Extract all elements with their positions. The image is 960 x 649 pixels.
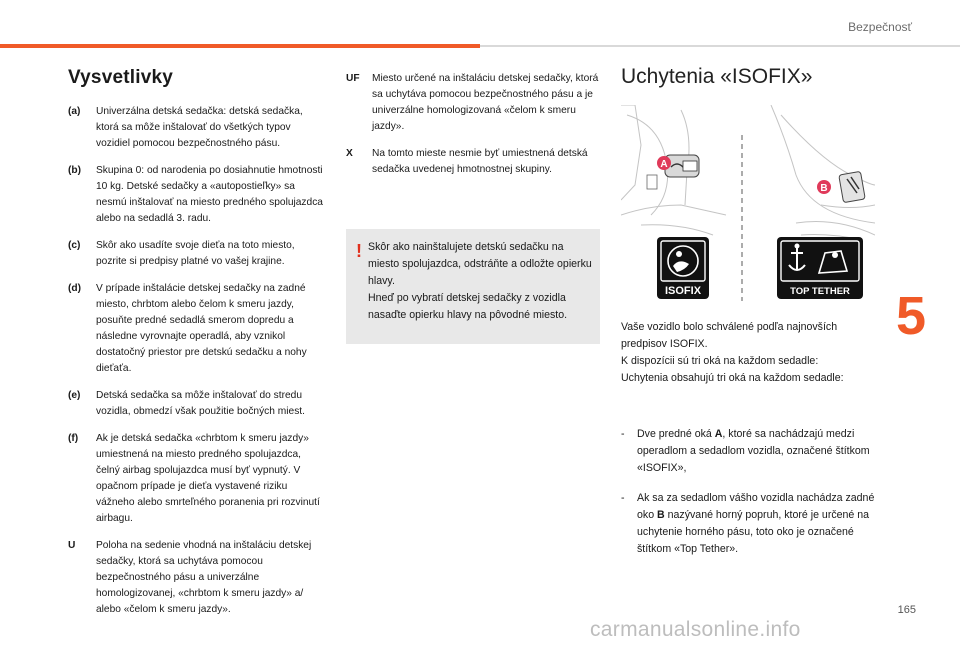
legend-text: Ak je detská sedačka «chrbtom k smeru jazdy» umiestnená na miesto predného spolujazdca, čelný airbag spolujazdca musí byť vypnutý. V opačnom prípade je dieťa vystavené riziku vážneho alebo smrteľného poranenia pri rozvinutí airbagu. xyxy=(96,433,320,524)
exclamation-icon: ! xyxy=(356,241,362,261)
legend-heading: Vysvetlivky xyxy=(68,67,174,88)
list-item-emphasis: A xyxy=(714,428,723,440)
legend-text: V prípade inštalácie detskej sedačky na zadné miesto, chrbtom alebo čelom k smeru jazdy, posuňte predné sedadlá smerom dopredu a následne vyrovnajte operadlá, aby vznikol dostatočný priestor pre detskú sedačku a nohy dieťaťa. xyxy=(96,283,307,374)
isofix-illustration xyxy=(621,105,875,301)
header-accent-bar xyxy=(0,44,480,48)
legend-key: UF xyxy=(346,73,360,84)
marker-b-label: B xyxy=(820,183,828,194)
legend-text: Na tomto mieste nesmie byť umiestnená detská sedačka uvedenej hmotnostnej skupiny. xyxy=(372,148,588,175)
marker-a-label: A xyxy=(660,159,668,170)
list-item-text-part: nazývané horný popruh, ktoré je určené na uchytenie horného pásu, toto oko je označené štítkom «Top Tether». xyxy=(637,509,870,555)
legend-entry xyxy=(68,104,326,152)
legend-entry xyxy=(68,281,326,377)
list-dash: - xyxy=(621,492,625,504)
anchor-b-hardware xyxy=(839,171,866,202)
anchor-a-hardware xyxy=(647,155,699,189)
chapter-number: 5 xyxy=(895,286,927,346)
legend-key: (d) xyxy=(68,283,82,294)
list-item xyxy=(621,426,877,477)
list-item-text xyxy=(637,490,877,558)
warning-text: Skôr ako nainštalujete detskú sedačku na miesto spolujazdca, odstráňte a odložte opierku hlavy. Hneď po vybratí detskej sedačky z vozidla nasaďte opierku hlavy na pôvodné miesto. xyxy=(368,241,592,321)
legend-list-continued xyxy=(346,71,600,189)
list-item-text-part: , ktoré sa nachádzajú medzi operadlom a sedadlom vozidla, označené štítkom «ISOFIX», xyxy=(637,428,870,474)
list-item-text xyxy=(637,426,877,477)
legend-text: Miesto určené na inštaláciu detskej sedačky, ktorá sa uchytáva pomocou bezpečnostného pásu a je univerzálne homologizovaná «čelom k smeru jazdy». xyxy=(372,73,599,132)
isofix-heading: Uchytenia «ISOFIX» xyxy=(621,65,813,88)
legend-key: (a) xyxy=(68,106,81,117)
legend-entry xyxy=(68,238,326,270)
page-number: 165 xyxy=(897,604,916,616)
legend-entry xyxy=(68,163,326,227)
legend-text: Skupina 0: od narodenia po dosiahnutie hmotnosti 10 kg. Detské sedačky a «autopostieľky» sa nesmú inštalovať na miesto predného spolujazdca alebo na sedadlá 3. radu. xyxy=(96,165,323,224)
legend-text: Poloha na sedenie vhodná na inštaláciu detskej sedačky, ktorá sa uchytáva pomocou bezpečnostného pásu a univerzálne homologizovanej, «chrbtom k smeru jazdy» a/ alebo «čelom k smeru jazdy». xyxy=(96,540,312,615)
legend-text: Skôr ako usadíte svoje dieťa na toto miesto, pozrite si predpisy platné vo vašej krajine. xyxy=(96,240,295,267)
legend-entry xyxy=(346,146,600,178)
isofix-intro: Vaše vozidlo bolo schválené podľa najnovších predpisov ISOFIX. K dispozícii sú tri oká na každom sedadle: Uchytenia obsahujú tri oká na každom sedadle: xyxy=(621,321,844,384)
isofix-list xyxy=(621,426,877,571)
header-rule xyxy=(480,45,960,47)
legend-entry xyxy=(68,538,326,618)
top-tether-label-icon xyxy=(777,237,863,299)
list-item-text-part: Ak sa za sedadlom vášho vozidla nachádza zadné oko xyxy=(637,492,875,521)
legend-list xyxy=(68,104,326,629)
list-item xyxy=(621,490,877,558)
legend-text: Univerzálna detská sedačka: detská sedačka, ktorá sa môže inštalovať do všetkých typov vozidiel pomocou bezpečnostného pásu. xyxy=(96,106,303,149)
warning-box xyxy=(346,229,600,344)
top-tether-label-text: TOP TETHER xyxy=(790,286,850,297)
legend-text: Detská sedačka sa môže inštalovať do stredu vozidla, obmedzí však použitie bočných miest. xyxy=(96,390,305,417)
legend-entry xyxy=(346,71,600,135)
list-dash: - xyxy=(621,428,625,440)
legend-key: (b) xyxy=(68,165,82,176)
isofix-illustration-svg xyxy=(621,105,875,301)
legend-key: (c) xyxy=(68,240,81,251)
list-item-emphasis: B xyxy=(657,509,665,521)
isofix-label-text: ISOFIX xyxy=(664,285,702,297)
legend-entry xyxy=(68,431,326,527)
list-item-text-part: Dve predné oká xyxy=(637,428,715,440)
legend-entry xyxy=(68,388,326,420)
legend-key: U xyxy=(68,540,76,551)
section-title: Bezpečnosť xyxy=(848,20,912,34)
isofix-label-icon xyxy=(657,237,709,299)
legend-key: (e) xyxy=(68,390,81,401)
watermark: carmanualsonline.info xyxy=(590,618,801,641)
legend-key: (f) xyxy=(68,433,79,444)
legend-key: X xyxy=(346,148,353,159)
